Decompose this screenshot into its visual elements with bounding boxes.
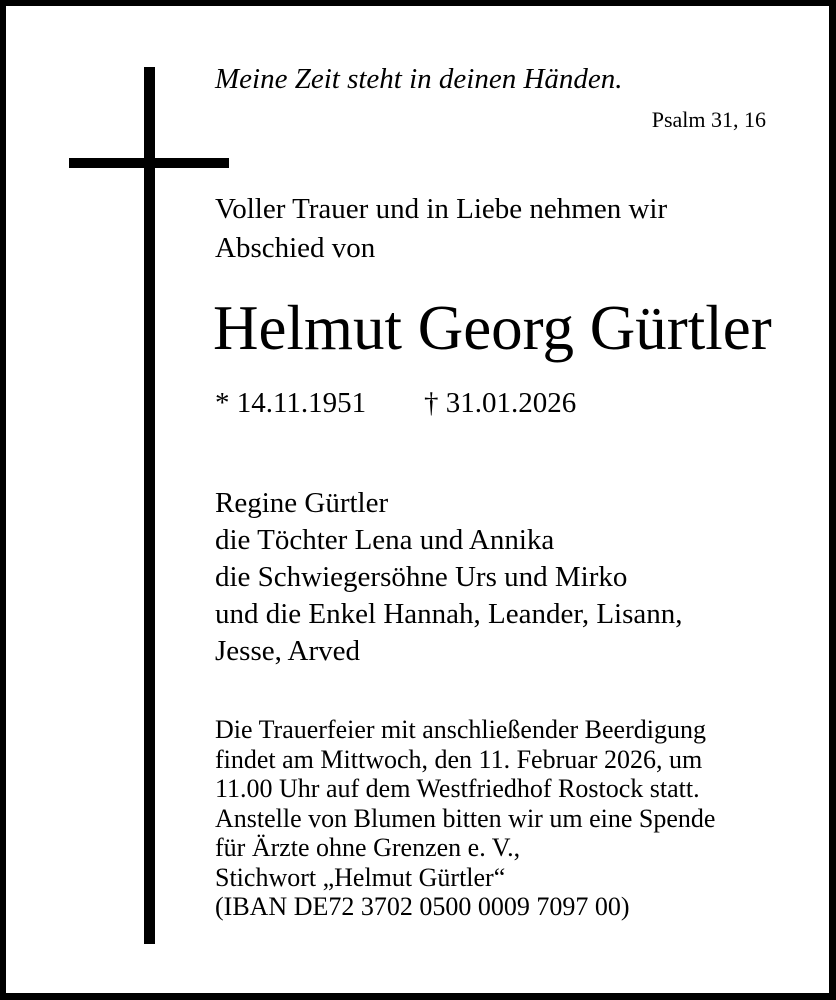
mourner-line: die Schwiegersöhne Urs und Mirko — [215, 561, 628, 593]
motto-source: Psalm 31, 16 — [651, 107, 766, 132]
death-date: † 31.01.2026 — [424, 387, 577, 419]
info-line: (IBAN DE72 3702 0500 0009 7097 00) — [215, 892, 630, 921]
mourner-line: die Töchter Lena und Annika — [215, 524, 555, 556]
mourner-line: Regine Gürtler — [215, 487, 389, 519]
mourners-list — [215, 485, 683, 670]
info-line: Anstelle von Blumen bitten wir um eine Spende — [215, 803, 716, 833]
birth-date: * 14.11.1951 — [215, 387, 367, 419]
intro-text — [215, 190, 667, 268]
mourner-line: und die Enkel Hannah, Leander, Lisann, — [215, 598, 683, 630]
motto-quote: Meine Zeit steht in deinen Händen. — [215, 63, 623, 95]
info-line: Die Trauerfeier mit anschließender Beerdigung — [215, 715, 706, 744]
info-line: für Ärzte ohne Grenzen e. V., — [215, 833, 521, 862]
info-line: Stichwort „Helmut Gürtler“ — [215, 862, 506, 892]
funeral-info — [215, 715, 715, 922]
deceased-name: Helmut Georg Gürtler — [213, 293, 772, 363]
mourner-line: Jesse, Arved — [215, 635, 360, 667]
cross-icon-horizontal-bar — [69, 158, 229, 168]
intro-line: Abschied von — [215, 232, 376, 264]
info-line: findet am Mittwoch, den 11. Februar 2026, um — [215, 744, 703, 774]
cross-icon-vertical-bar — [144, 67, 155, 944]
info-line: 11.00 Uhr auf dem Westfriedhof Rostock statt. — [215, 774, 700, 803]
intro-line: Voller Trauer und in Liebe nehmen wir — [215, 193, 668, 225]
